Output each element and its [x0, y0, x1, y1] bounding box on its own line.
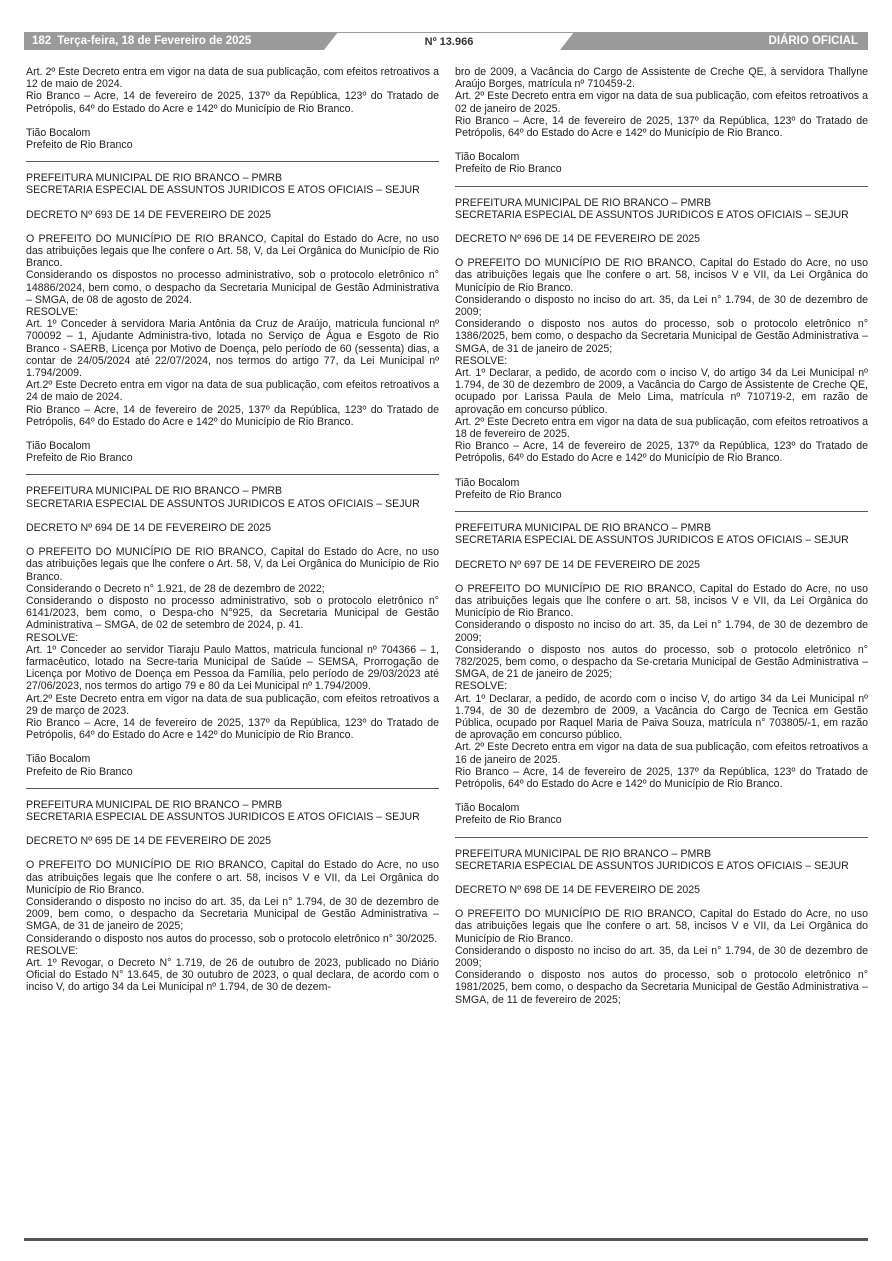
- decree-title: DECRETO Nº 696 DE 14 DE FEVEREIRO DE 2025: [455, 233, 701, 246]
- signature: [455, 477, 868, 501]
- org-name: PREFEITURA MUNICIPAL DE RIO BRANCO – PMRB: [455, 196, 712, 209]
- signature: [26, 440, 439, 464]
- paragraph: Art. 1º Conceder ao servidor Tiaraju Paulo Mattos, matricula funcional nº 704366 – 1, farmacêutico, lotado na Secre-taria Municipal de Saúde – SEMSA, Prorrogação de Licença por Motivo de Doença em Pessoa da Família, pelo período de 29/03/2023 até 27/06/2023, nos termos do artigo 79 e 80 da Lei Municipal nº 1.794/2009.: [26, 643, 439, 693]
- right-column: [455, 66, 868, 1006]
- org-name: PREFEITURA MUNICIPAL DE RIO BRANCO – PMRB: [26, 172, 283, 185]
- decree-696: [455, 197, 868, 501]
- decree-title: DECRETO Nº 694 DE 14 DE FEVEREIRO DE 2025: [26, 521, 272, 534]
- paragraph: Art. 1º Conceder à servidora Maria Antônia da Cruz de Araújo, matricula funcional nº 700092 – 1, Ajudante Administra-tivo, lotada no Serviço de Água e Esgoto de Rio Branco - SAERB, Licença por Motivo de Doença, pelo período de 60 (sessenta) dias, a contar de 24/05/2024 até 22/07/2024, nos termos do artigo 77, da Lei Municipal nº 1.794/2009.: [26, 318, 439, 380]
- paragraph: Considerando o disposto no inciso do art. 35, da Lei n° 1.794, de 30 de dezembro de 2009;: [455, 944, 868, 969]
- page-header: [24, 32, 868, 50]
- org-name: PREFEITURA MUNICIPAL DE RIO BRANCO – PMRB: [455, 847, 712, 860]
- signer-title: Prefeito de Rio Branco: [26, 765, 133, 778]
- paragraph: Considerando os dispostos no processo administrativo, sob o protocolo eletrônico n° 14886/2024, bem como, o despacho da Secretaria Municipal de Gestão Administrativa – SMGA, de 08 de agosto de 2024.: [26, 269, 439, 306]
- issue-number: Nº 13.966: [324, 32, 574, 50]
- paragraph: Rio Branco – Acre, 14 de fevereiro de 2025, 137º da República, 123º do Tratado de Petrópolis, 64º do Estado do Acre e 142º do Município de Rio Branco.: [455, 114, 868, 140]
- org-name: PREFEITURA MUNICIPAL DE RIO BRANCO – PMRB: [455, 522, 712, 535]
- org-dept: SECRETARIA ESPECIAL DE ASSUNTOS JURIDICOS E ATOS OFICIAIS – SEJUR: [455, 859, 849, 872]
- divider: [26, 788, 439, 789]
- decree-695: [26, 799, 439, 994]
- signature: [455, 802, 868, 826]
- signer-title: Prefeito de Rio Branco: [455, 163, 562, 176]
- paragraph: Art. 1º Revogar, o Decreto N° 1.719, de 26 de outubro de 2023, publicado no Diário Oficial do Estado N° 13.645, de 30 outubro de 2023, o qual declara, de acordo com o inciso V, do artigo 34 da Lei Municipal nº 1.794, de 30 de dezem-: [26, 956, 439, 994]
- decree-698: [455, 848, 868, 1006]
- paragraph: Art. 2º Este Decreto entra em vigor na data de sua publicação, com efeitos retroativos a 02 de janeiro de 2025.: [455, 90, 868, 115]
- paragraph: Considerando o disposto no inciso do art. 35, da Lei n° 1.794, de 30 de dezembro de 2009, bem como, o despacho da Secretaria Municipal de Gestão Administrativa – SMGA, de 31 de janeiro de 2025;: [26, 895, 439, 933]
- paragraph: O PREFEITO DO MUNICÍPIO DE RIO BRANCO, Capital do Estado do Acre, no uso das atribuições legais que lhe confere o art. 58, incisos V e VII, da Lei Orgânica do Município de Rio Branco.: [455, 582, 868, 620]
- org-dept: SECRETARIA ESPECIAL DE ASSUNTOS JURIDICOS E ATOS OFICIAIS – SEJUR: [26, 184, 420, 197]
- paragraph: RESOLVE:: [26, 944, 79, 957]
- org-dept: SECRETARIA ESPECIAL DE ASSUNTOS JURIDICOS E ATOS OFICIAIS – SEJUR: [26, 810, 420, 823]
- paragraph: Considerando o disposto no inciso do art. 35, da Lei n° 1.794, de 30 de dezembro de 2009;: [455, 293, 868, 319]
- paragraph: RESOLVE:: [26, 631, 79, 644]
- paragraph: Rio Branco – Acre, 14 de fevereiro de 2025, 137º da República, 123º do Tratado de Petrópolis, 64º do Estado do Acre e 142º do Município de Rio Branco.: [455, 440, 868, 465]
- paragraph: O PREFEITO DO MUNICÍPIO DE RIO BRANCO, Capital do Estado do Acre, no uso das atribuições legais que lhe confere o art. 58, incisos V e VII, da Lei Orgânica do Município de Rio Branco.: [26, 859, 439, 896]
- org-dept: SECRETARIA ESPECIAL DE ASSUNTOS JURIDICOS E ATOS OFICIAIS – SEJUR: [455, 208, 849, 221]
- signer-title: Prefeito de Rio Branco: [455, 814, 562, 827]
- continued-decree: [455, 66, 868, 176]
- continued-decree: [26, 66, 439, 151]
- paragraph: RESOLVE:: [455, 354, 508, 367]
- paragraph: Art. 2º Este Decreto entra em vigor na data de sua publicação, com efeitos retroativos a 18 de fevereiro de 2025.: [455, 415, 868, 441]
- signer-name: Tião Bocalom: [455, 802, 520, 815]
- footer-rule: [24, 1238, 868, 1241]
- signer-title: Prefeito de Rio Branco: [26, 452, 133, 465]
- header-date-block: [24, 32, 324, 50]
- paragraph: Art. 1º Declarar, a pedido, de acordo com o inciso V, do artigo 34 da Lei Municipal nº 1.794, de 30 de dezembro de 2009, a Vacância do Cargo de Tecnica em Gestão Pública, ocupado por Raquel Maria de Paiva Souza, matrícula n° 703805/-1, em razão de aprovação em concurso público.: [455, 692, 868, 742]
- paragraph: Art. 2º Este Decreto entra em vigor na data de sua publicação, com efeitos retroativos a 12 de maio de 2024.: [26, 66, 439, 91]
- paragraph: bro de 2009, a Vacância do Cargo de Assistente de Creche QE, à servidora Thallyne Araújo Borges, matrícula nº 710459-2.: [455, 66, 868, 91]
- header-date: Terça-feira, 18 de Fevereiro de 2025: [57, 35, 252, 47]
- divider: [455, 511, 868, 512]
- paragraph: O PREFEITO DO MUNICÍPIO DE RIO BRANCO, Capital do Estado do Acre, no uso das atribuições legais que lhe confere o Art. 58, V, da Lei Orgânica do Município de Rio Branco.: [26, 232, 439, 270]
- org-name: PREFEITURA MUNICIPAL DE RIO BRANCO – PMRB: [26, 485, 283, 498]
- paragraph: O PREFEITO DO MUNICÍPIO DE RIO BRANCO, Capital do Estado do Acre, no uso das atribuições legais que lhe confere o art. 58, incisos V e VII, da Lei Orgânica do Município de Rio Branco.: [455, 908, 868, 945]
- paragraph: Considerando o disposto nos autos do processo, sob o protocolo eletrônico n° 1981/2025, bem como, o despacho da Secretaria Municipal de Gestão Administrativa – SMGA, de 11 de fevereiro de 2025;: [455, 969, 868, 1006]
- signer-name: Tião Bocalom: [26, 753, 91, 766]
- paragraph: Rio Branco – Acre, 14 de fevereiro de 2025, 137º da República, 123º do Tratado de Petrópolis, 64º do Estado do Acre e 142º do Município de Rio Branco.: [455, 765, 868, 790]
- org-dept: SECRETARIA ESPECIAL DE ASSUNTOS JURIDICOS E ATOS OFICIAIS – SEJUR: [455, 534, 849, 547]
- decree-697: [455, 522, 868, 826]
- publication-name: DIÁRIO OFICIAL: [574, 32, 868, 50]
- signer-name: Tião Bocalom: [26, 126, 91, 139]
- decree-693: [26, 172, 439, 464]
- paragraph: RESOLVE:: [26, 306, 79, 319]
- left-column: [26, 66, 439, 994]
- paragraph: Art. 2º Este Decreto entra em vigor na data de sua publicação, com efeitos retroativos a 16 de janeiro de 2025.: [455, 741, 868, 766]
- decree-title: DECRETO Nº 697 DE 14 DE FEVEREIRO DE 2025: [455, 558, 701, 571]
- decree-694: [26, 485, 439, 777]
- signature: [26, 127, 439, 151]
- paragraph: Art.2º Este Decreto entra em vigor na data de sua publicação, com efeitos retroativos a 24 de maio de 2024.: [26, 379, 439, 404]
- paragraph: Considerando o disposto nos autos do processo, sob o protocolo eletrônico n° 782/2025, bem como, o despacho da Se-cretaria Municipal de Gestão Administrativa – SMGA, de 21 de janeiro de 2025;: [455, 643, 868, 681]
- org-name: PREFEITURA MUNICIPAL DE RIO BRANCO – PMRB: [26, 798, 283, 811]
- divider: [455, 837, 868, 838]
- paragraph: Rio Branco – Acre, 14 de fevereiro de 2025, 137º da República, 123º do Tratado de Petrópolis, 64º do Estado do Acre e 142º do Município de Rio Branco.: [26, 403, 439, 428]
- paragraph: O PREFEITO DO MUNICÍPIO DE RIO BRANCO, Capital do Estado do Acre, no uso das atribuições legais que lhe confere o Art. 58, V, da Lei Orgânica do Município de Rio Branco.: [26, 546, 439, 583]
- paragraph: Art.2º Este Decreto entra em vigor na data de sua publicação, com efeitos retroativos a 29 de março de 2023.: [26, 692, 439, 717]
- decree-title: DECRETO Nº 693 DE 14 DE FEVEREIRO DE 2025: [26, 208, 272, 221]
- paragraph: Considerando o disposto nos autos do processo, sob o protocolo eletrônico n° 30/2025.: [26, 932, 438, 945]
- page-number: 182: [32, 35, 52, 47]
- paragraph: Considerando o disposto nos autos do processo, sob o protocolo eletrônico n° 1386/2025, bem como, o despacho da Secretaria Municipal de Gestão Administrativa – SMGA, de 31 de janeiro de 2025;: [455, 318, 868, 355]
- paragraph: Rio Branco – Acre, 14 de fevereiro de 2025, 137º da República, 123º do Tratado de Petrópolis, 64º do Estado do Acre e 142º do Município de Rio Branco.: [26, 90, 439, 115]
- signature: [26, 753, 439, 777]
- signature: [455, 151, 868, 175]
- paragraph: Art. 1º Declarar, a pedido, de acordo com o inciso V, do artigo 34 da Lei Municipal nº 1.794, de 30 de dezembro de 2009, a Vacância do Cargo de Assistente de Creche QE, ocupado por Larissa Paula de Melo Lima, matrícula nº 710719-2, em razão de aprovação em concurso público.: [455, 367, 868, 416]
- signer-name: Tião Bocalom: [455, 476, 520, 489]
- paragraph: RESOLVE:: [455, 680, 508, 693]
- paragraph: Considerando o Decreto n° 1.921, de 28 de dezembro de 2022;: [26, 582, 325, 595]
- signer-title: Prefeito de Rio Branco: [26, 139, 133, 152]
- decree-title: DECRETO Nº 698 DE 14 DE FEVEREIRO DE 2025: [455, 883, 701, 896]
- signer-title: Prefeito de Rio Branco: [455, 488, 562, 501]
- paragraph: O PREFEITO DO MUNICÍPIO DE RIO BRANCO, Capital do Estado do Acre, no uso das atribuições legais que lhe confere o art. 58, incisos V e VII, da Lei Orgânica do Município de Rio Branco.: [455, 257, 868, 294]
- signer-name: Tião Bocalom: [26, 440, 91, 453]
- signer-name: Tião Bocalom: [455, 151, 520, 164]
- divider: [26, 161, 439, 162]
- org-dept: SECRETARIA ESPECIAL DE ASSUNTOS JURIDICOS E ATOS OFICIAIS – SEJUR: [26, 497, 420, 510]
- decree-title: DECRETO Nº 695 DE 14 DE FEVEREIRO DE 2025: [26, 835, 272, 848]
- divider: [26, 474, 439, 475]
- paragraph: Considerando o disposto no processo administrativo, sob o protocolo eletrônico n° 6141/2023, bem como, o Despa-cho N°925, da Secretaria Municipal de Gestão Administrativa – SMGA, de 02 de setembro de 2024, p. 41.: [26, 594, 439, 632]
- divider: [455, 186, 868, 187]
- paragraph: Considerando o disposto no inciso do art. 35, da Lei n° 1.794, de 30 de dezembro de 2009;: [455, 619, 868, 644]
- paragraph: Rio Branco – Acre, 14 de fevereiro de 2025, 137º da República, 123º do Tratado de Petrópolis, 64º do Estado do Acre e 142º do Município de Rio Branco.: [26, 716, 439, 742]
